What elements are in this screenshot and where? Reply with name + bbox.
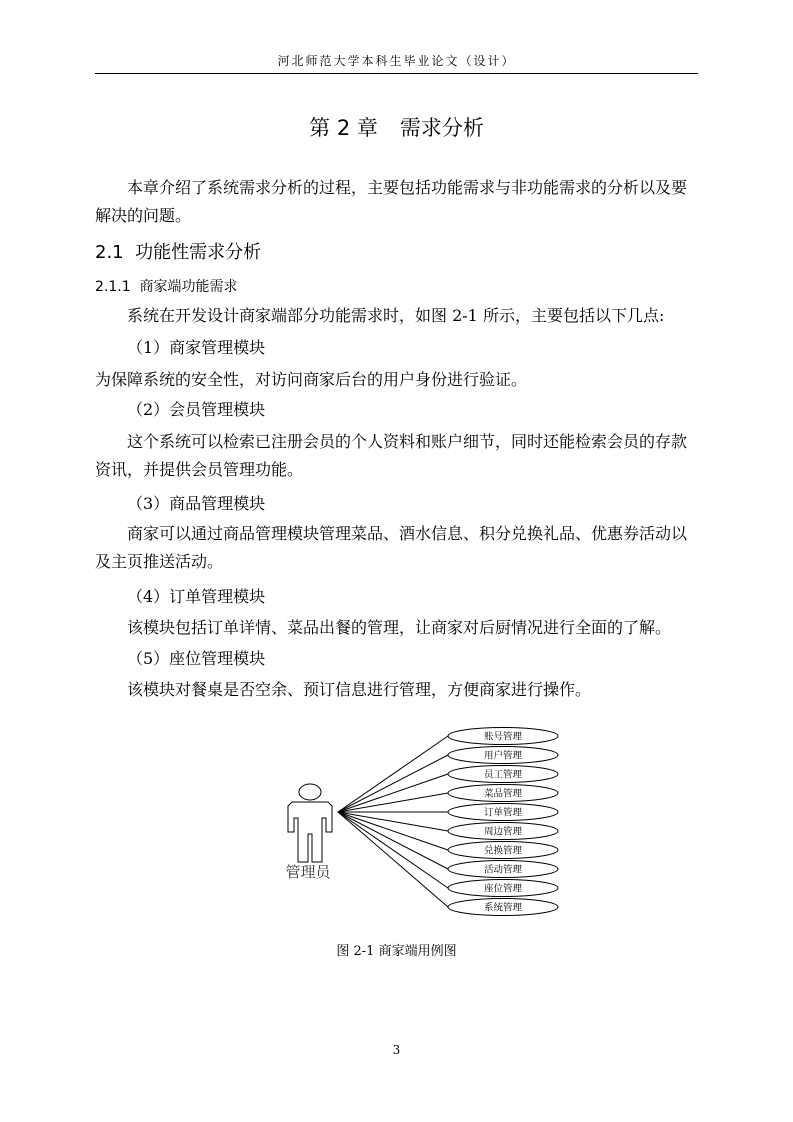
use-case-label: 座位管理 [483,883,523,895]
page-number: 3 [392,1043,401,1057]
use-case-label: 系统管理 [483,902,523,914]
subsection-heading [95,276,238,296]
use-case-label: 周边管理 [483,826,523,838]
module-text: 该模块对餐桌是否空余、预订信息进行管理，方便商家进行操作。 [127,680,592,699]
subsection-title: 商家端功能需求 [139,279,238,295]
module-text: 商家可以通过商品管理模块管理菜品、酒水信息、积分兑换礼品、优惠券活动以及主页推送活动。 [95,524,688,571]
association-line [338,812,448,869]
association-line [338,812,448,888]
module-text: 为保障系统的安全性，对访问商家后台的用户身份进行验证。 [95,370,528,389]
chapter-name: 需求分析 [399,116,484,140]
actor-figure [288,784,332,862]
module-heading: （1）商家管理模块 [127,338,266,357]
association-line [338,812,448,850]
running-header: 河北师范大学本科生毕业论文（设计） [277,54,516,68]
figure-caption: 图 2-1 商家端用例图 [336,944,457,959]
actor-label: 管理员 [285,863,331,881]
module-heading: （3）商品管理模块 [127,494,266,513]
association-line [338,755,448,812]
chapter-number: 第 2 章 [309,116,378,140]
module-heading: （2）会员管理模块 [127,400,266,419]
use-case-label: 活动管理 [483,864,523,876]
header-divider [95,73,698,74]
use-case-diagram [270,722,570,922]
association-line [338,793,448,812]
use-case-label: 菜品管理 [483,788,523,800]
intro-paragraph: 本章介绍了系统需求分析的过程，主要包括功能需求与非功能需求的分析以及要解决的问题。 [95,178,688,225]
association-line [338,774,448,812]
association-line [338,812,448,907]
section-heading [95,238,261,264]
chapter-title [0,112,793,142]
association-line [338,736,448,812]
section-title: 功能性需求分析 [135,242,262,263]
lead-paragraph: 系统在开发设计商家端部分功能需求时，如图 2-1 所示，主要包括以下几点: [127,306,665,325]
use-case-label: 员工管理 [483,769,523,781]
association-line [338,812,448,831]
subsection-number: 2.1.1 [95,279,131,295]
module-heading: （5）座位管理模块 [127,649,266,668]
module-text: 该模块包括订单详情、菜品出餐的管理，让商家对后厨情况进行全面的了解。 [127,618,672,637]
use-case-label: 订单管理 [483,807,523,819]
module-text: 这个系统可以检索已注册会员的个人资料和账户细节，同时还能检索会员的存款资讯，并提供会员管理功能。 [95,432,688,479]
use-case-label: 账号管理 [483,731,523,743]
use-case-label: 用户管理 [483,750,523,762]
section-number: 2.1 [95,242,124,263]
module-heading: （4）订单管理模块 [127,587,266,606]
use-case-label: 兑换管理 [483,845,523,857]
